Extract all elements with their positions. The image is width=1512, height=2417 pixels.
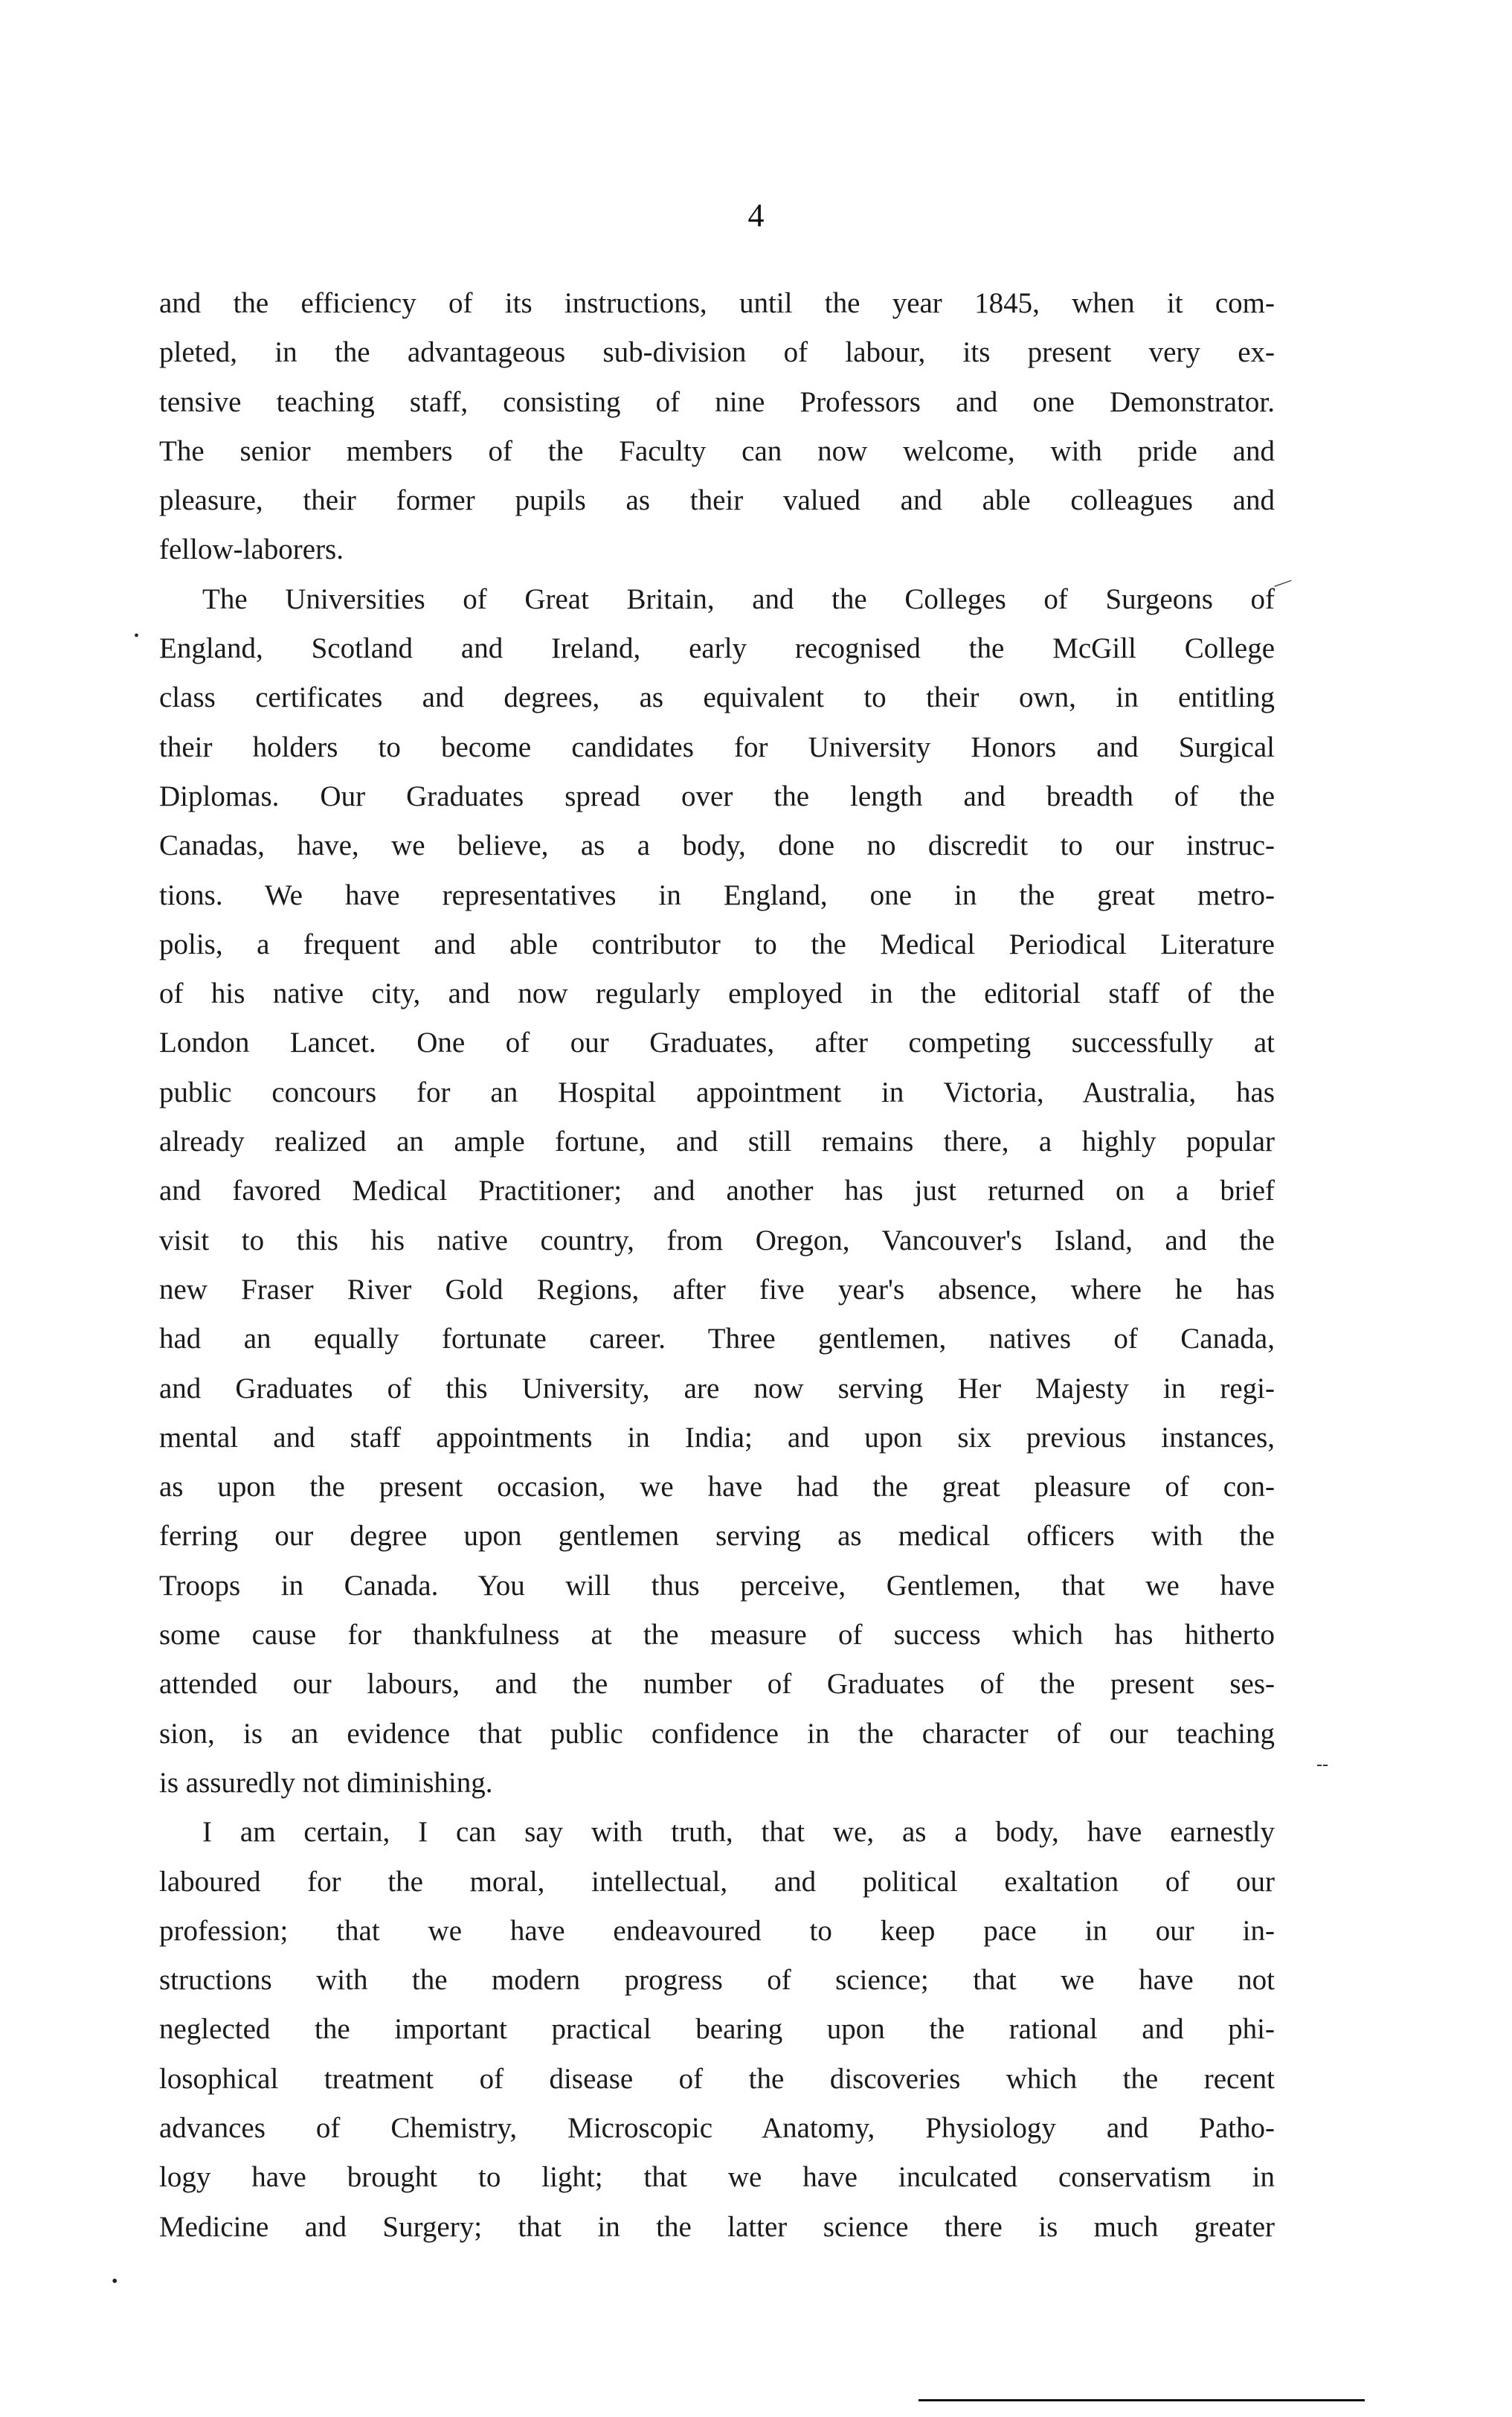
text-line: Medicine and Surgery; that in the latter science there is much greater xyxy=(159,2210,1275,2243)
text-line: The senior members of the Faculty can now welcome, with pride and xyxy=(159,434,1275,467)
page-number: 4 xyxy=(747,197,765,234)
text-line: fellow-laborers. xyxy=(159,533,344,566)
text-line: of his native city, and now regularly employed in the editorial staff of the xyxy=(159,978,1275,1010)
text-line: profession; that we have endeavoured to keep pace in our in- xyxy=(159,1914,1275,1947)
text-line: sion, is an evidence that public confidence in the character of our teaching xyxy=(159,1717,1275,1750)
text-line: public concours for an Hospital appointment in Victoria, Australia, has xyxy=(159,1076,1275,1108)
text-line: visit to this his native country, from Oregon, Vancouver's Island, and the xyxy=(159,1224,1275,1256)
paragraph-1 xyxy=(159,279,1275,575)
text-line: neglected the important practical bearing upon the rational and phi- xyxy=(159,2013,1275,2046)
text-line: ferring our degree upon gentlemen serving as medical officers with the xyxy=(159,1520,1275,1553)
text-line: tensive teaching staff, consisting of nine Professors and one Demonstrator. xyxy=(159,385,1275,418)
text-line: had an equally fortunate career. Three gentlemen, natives of Canada, xyxy=(159,1323,1275,1355)
text-line: losophical treatment of disease of the discoveries which the recent xyxy=(159,2062,1275,2095)
text-line: and Graduates of this University, are now serving Her Majesty in regi- xyxy=(159,1372,1275,1405)
text-line: attended our labours, and the number of Graduates of the present ses- xyxy=(159,1668,1275,1701)
margin-speck: • xyxy=(134,628,140,644)
text-line: structions with the modern progress of science; that we have not xyxy=(159,1964,1275,1997)
text-line: and favored Medical Practitioner; and another has just returned on a brief xyxy=(159,1175,1275,1207)
text-line: is assuredly not diminishing. xyxy=(159,1766,493,1799)
text-line: pleted, in the advantageous sub-division of labour, its present very ex- xyxy=(159,336,1275,369)
text-line: Diplomas. Our Graduates spread over the length and breadth of the xyxy=(159,780,1275,812)
text-line: advances of Chemistry, Microscopic Anatomy, Physiology and Patho- xyxy=(159,2111,1275,2144)
text-line: new Fraser River Gold Regions, after five year's absence, where he has xyxy=(159,1273,1275,1306)
text-line: tions. We have representatives in England, one in the great metro- xyxy=(159,879,1275,911)
text-line: polis, a frequent and able contributor to the Medical Periodical Literature xyxy=(159,928,1275,960)
text-line: logy have brought to light; that we have inculcated conservatism in xyxy=(159,2161,1275,2194)
margin-speck: ‐‐ xyxy=(1316,1755,1328,1774)
bottom-rule xyxy=(919,2399,1365,2401)
margin-speck: • xyxy=(112,2272,118,2291)
text-line: pleasure, their former pupils as their valued and able colleagues and xyxy=(159,484,1275,517)
text-line: as upon the present occasion, we have had the great pleasure of con- xyxy=(159,1471,1275,1503)
text-line: mental and staff appointments in India; and upon six previous instances, xyxy=(159,1421,1275,1454)
margin-speck: ∕ xyxy=(1274,572,1292,595)
text-line: England, Scotland and Ireland, early recognised the McGill College xyxy=(159,632,1275,665)
text-line: already realized an ample fortune, and still remains there, a highly popular xyxy=(159,1126,1275,1158)
text-line: and the efficiency of its instructions, until the year 1845, when it com- xyxy=(159,287,1275,319)
text-line: Troops in Canada. You will thus perceive, Gentlemen, that we have xyxy=(159,1569,1275,1602)
text-line: Canadas, have, we believe, as a body, done no discredit to our instruc- xyxy=(159,829,1275,862)
text-line: their holders to become candidates for University Honors and Surgical xyxy=(159,731,1275,763)
paragraph-3 xyxy=(159,1808,1275,2252)
text-line: some cause for thankfulness at the measure of success which has hitherto xyxy=(159,1619,1275,1652)
text-line: The Universities of Great Britain, and the Colleges of Surgeons of xyxy=(202,582,1275,615)
text-line: class certificates and degrees, as equivalent to their own, in entitling xyxy=(159,681,1275,714)
body-text xyxy=(159,279,1275,2252)
paragraph-2 xyxy=(159,575,1275,1808)
text-line: I am certain, I can say with truth, that we, as a body, have earnestly xyxy=(202,1816,1275,1849)
text-line: laboured for the moral, intellectual, and political exaltation of our xyxy=(159,1865,1275,1898)
text-line: London Lancet. One of our Graduates, after competing successfully at xyxy=(159,1027,1275,1059)
